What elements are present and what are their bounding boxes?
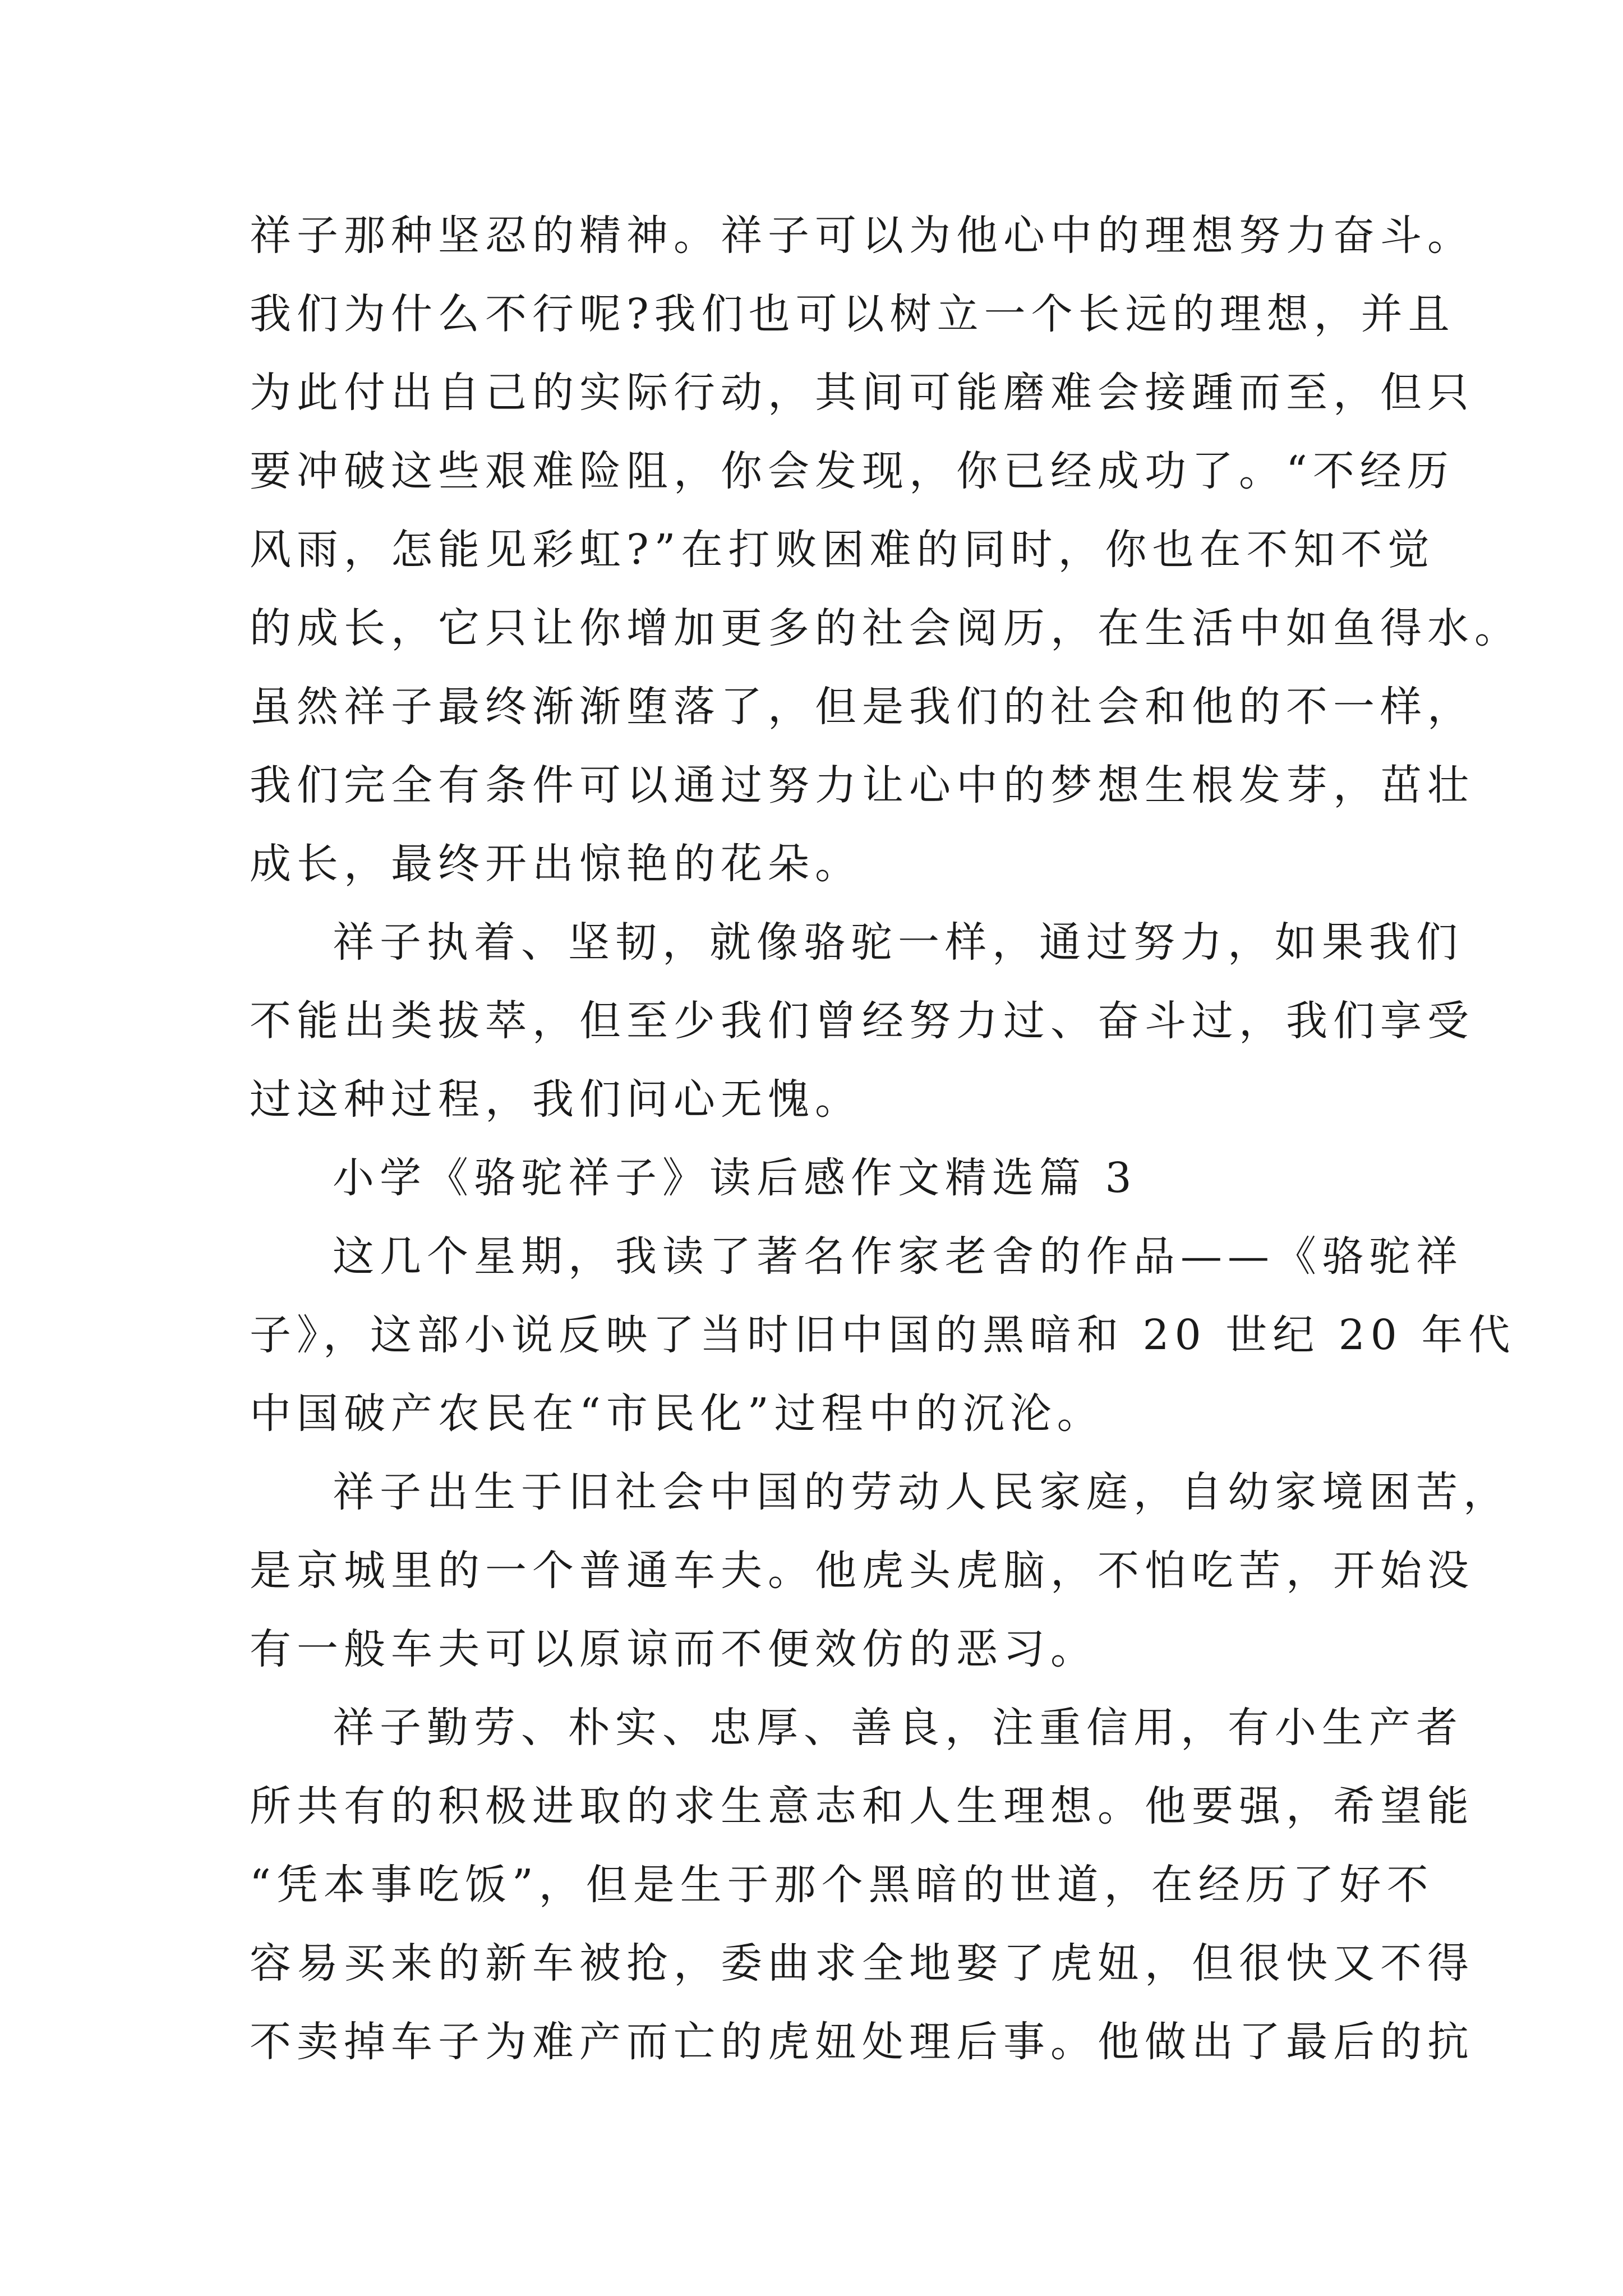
paragraph-1 xyxy=(250,196,1521,903)
text-line: 祥子出生于旧社会中国的劳动人民家庭，自幼家境困苦， xyxy=(333,1468,1510,1516)
text-line: 成长，最终开出惊艳的花朵。 xyxy=(250,840,862,888)
text-line: 要冲破这些艰难险阻，你会发现，你已经成功了。“不经历 xyxy=(250,447,1454,495)
document-body xyxy=(250,196,1521,2081)
text-line: 不能出类拔萃，但至少我们曾经努力过、奋斗过，我们享受 xyxy=(250,997,1474,1045)
heading-line: 小学《骆驼祥子》读后感作文精选篇 3 xyxy=(333,1154,1137,1202)
text-line: 为此付出自己的实际行动，其间可能磨难会接踵而至，但只 xyxy=(250,369,1474,417)
paragraph-4 xyxy=(250,1217,1516,1453)
text-line: 风雨，怎能见彩虹?”在打败困难的同时，你也在不知不觉 xyxy=(250,526,1435,574)
text-line: 中国破产农民在“市民化”过程中的沉沦。 xyxy=(250,1389,1104,1438)
text-line: 不卖掉车子为难产而亡的虎妞处理后事。他做出了最后的抗 xyxy=(250,2018,1474,2066)
paragraph-5 xyxy=(250,1453,1510,1688)
text-line: 所共有的积极进取的求生意志和人生理想。他要强，希望能 xyxy=(250,1782,1474,1830)
text-line: 祥子执着、坚韧，就像骆驼一样，通过努力，如果我们 xyxy=(333,918,1463,967)
paragraph-6 xyxy=(250,1688,1474,2081)
text-line: 的成长，它只让你增加更多的社会阅历，在生活中如鱼得水。 xyxy=(250,604,1521,652)
text-line: 我们完全有条件可以通过努力让心中的梦想生根发芽，茁壮 xyxy=(250,761,1474,809)
text-line: 是京城里的一个普通车夫。他虎头虎脑，不怕吃苦，开始没 xyxy=(250,1547,1474,1595)
text-line: 子》，这部小说反映了当时旧中国的黑暗和 20 世纪 20 年代 xyxy=(250,1311,1516,1359)
text-line: 过这种过程，我们问心无愧。 xyxy=(250,1075,862,1124)
paragraph-2 xyxy=(250,903,1474,1139)
text-line: “凭本事吃饭”，但是生于那个黑暗的世道，在经历了好不 xyxy=(250,1861,1434,1909)
text-line: 我们为什么不行呢?我们也可以树立一个长远的理想，并且 xyxy=(250,290,1455,338)
text-line: 有一般车夫可以原谅而不便效仿的恶习。 xyxy=(250,1625,1098,1673)
section-heading xyxy=(250,1139,1399,1217)
text-line: 祥子那种坚忍的精神。祥子可以为他心中的理想努力奋斗。 xyxy=(250,211,1474,260)
text-line: 虽然祥子最终渐渐堕落了，但是我们的社会和他的不一样， xyxy=(250,683,1474,731)
text-line: 祥子勤劳、朴实、忠厚、善良，注重信用，有小生产者 xyxy=(333,1704,1463,1752)
text-line: 容易买来的新车被抢，委曲求全地娶了虎妞，但很快又不得 xyxy=(250,1939,1474,1987)
text-line: 这几个星期，我读了著名作家老舍的作品——《骆驼祥 xyxy=(333,1232,1463,1281)
